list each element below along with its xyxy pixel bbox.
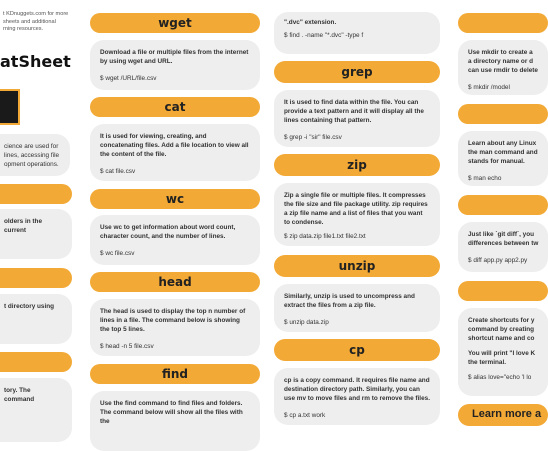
- cat-command: $ cat file.csv: [100, 167, 136, 175]
- left-pill-1: [0, 184, 72, 204]
- cp-desc: cp is a copy command. It requires file name and destination directory path. Similarly, you can use mv to move files and rm to remove the files.: [284, 377, 430, 402]
- head-command: $ head -n 5 file.csv: [100, 342, 154, 350]
- unzip-desc: Similarly, unzip is used to uncompress and extract the files from a zip file.: [284, 293, 415, 309]
- grep-pill: grep: [274, 61, 440, 83]
- left-card-text: t directory using: [4, 303, 55, 310]
- zip-card: [274, 183, 440, 246]
- cp-command: $ cp a.txt work: [284, 411, 326, 419]
- zip-pill: zip: [274, 154, 440, 176]
- zip-command: $ zip data.zip file1.txt file2.txt: [284, 232, 366, 240]
- alias-desc-line: command by creating: [468, 325, 535, 333]
- alias-card: [458, 308, 548, 396]
- left-card-text: tory. The command: [4, 387, 35, 403]
- intro-line: rning resources.: [3, 26, 44, 33]
- intro-line: t KDnuggets.com for more: [3, 11, 69, 17]
- zip-desc: Zip a single file or multiple files. It compresses the file size and file package utility. zip requires a zip file name and a list of files that you want to condense.: [284, 192, 428, 226]
- man-pill: [458, 104, 548, 124]
- alias-pill: [458, 281, 548, 301]
- mkdir-pill: [458, 13, 548, 33]
- left-pill-3: [0, 352, 72, 372]
- logo-box: [0, 89, 20, 125]
- man-card: [458, 131, 548, 186]
- find-command: $ find . -name "*.dvc" -type f: [284, 31, 364, 39]
- find-pill: find: [90, 364, 260, 384]
- mkdir-desc-line: can use rmdir to delete: [468, 66, 538, 74]
- head-pill: head: [90, 272, 260, 292]
- cat-desc: It is used for viewing, creating, and concatenating files. Add a file location to view all the content of the file.: [100, 133, 249, 158]
- alias-desc-line: Create shortcuts for y: [468, 317, 535, 324]
- intro-text: [3, 11, 88, 34]
- wc-pill: wc: [90, 189, 260, 209]
- wget-desc: Download a file or multiple files from the internet by using wget and URL.: [100, 49, 249, 65]
- left-pill-2: [0, 268, 72, 288]
- alias-command: $ alias love="echo 'I lo: [468, 373, 532, 381]
- diff-desc-line: Just like `git diff`, you: [468, 231, 535, 238]
- wc-desc: Use wc to get information about word count, character count, and the number of lines.: [100, 224, 236, 240]
- mkdir-card: [458, 40, 548, 95]
- cp-pill: cp: [274, 339, 440, 361]
- left-card-1: [0, 209, 72, 259]
- unzip-pill: unzip: [274, 255, 440, 277]
- cat-pill: cat: [90, 97, 260, 117]
- unzip-command: $ unzip data.zip: [284, 318, 329, 326]
- find-card: [90, 391, 260, 451]
- mkdir-desc-line: Use mkdir to create a: [468, 49, 533, 56]
- wget-card: [90, 40, 260, 90]
- left-card-3: [0, 378, 72, 442]
- mkdir-desc-line: a directory name or d: [468, 57, 533, 65]
- man-desc-line: the man command and: [468, 148, 538, 156]
- left-desc-line: lines, accessing file: [4, 151, 60, 159]
- alias-desc-line: the terminal.: [468, 358, 506, 366]
- intro-line: sheets and additional: [3, 18, 56, 25]
- left-desc-card: [0, 134, 70, 176]
- learn-more-button[interactable]: Learn more a: [458, 404, 548, 426]
- man-command: $ man echo: [468, 174, 502, 182]
- diff-command: $ diff app.py app2.py: [468, 256, 528, 264]
- mkdir-command: $ mkdir /model: [468, 83, 510, 91]
- page-title: atSheet: [0, 52, 71, 71]
- left-desc-line: opment operations.: [4, 160, 59, 168]
- diff-pill: [458, 195, 548, 215]
- cat-card: [90, 124, 260, 181]
- grep-card: [274, 90, 440, 147]
- left-desc-line: cience are used for: [4, 143, 59, 150]
- unzip-card: [274, 284, 440, 332]
- man-desc-line: Learn about any Linux: [468, 140, 537, 147]
- head-desc: The head is used to display the top n number of lines in a file. The command below is showing the top 5 lines.: [100, 308, 246, 333]
- find-desc: Use the find command to find files and folders. The command below will show all the files with the: [100, 400, 243, 425]
- wc-card: [90, 215, 260, 265]
- alias-desc-line: shortcut name and co: [468, 334, 535, 342]
- grep-command: $ grep -i "sir" file.csv: [284, 133, 342, 141]
- wget-pill: wget: [90, 13, 260, 33]
- diff-card: [458, 222, 548, 272]
- left-card-text: olders in the current: [4, 218, 42, 234]
- left-card-2: [0, 294, 72, 344]
- head-card: [90, 299, 260, 356]
- grep-desc: It is used to find data within the file. You can provide a text pattern and it will display all the lines containing that pattern.: [284, 99, 424, 124]
- alias-desc-line: You will print "I love K: [468, 349, 536, 357]
- wget-command: $ wget /URL/file.csv: [100, 74, 157, 82]
- diff-desc-line: differences between tw: [468, 239, 539, 247]
- find-cont-desc: ".dvc" extension.: [284, 19, 337, 26]
- cp-card: [274, 368, 440, 425]
- man-desc-line: stands for manual.: [468, 157, 525, 165]
- wc-command: $ wc file.csv: [100, 249, 135, 257]
- find-cont-card: [274, 12, 440, 54]
